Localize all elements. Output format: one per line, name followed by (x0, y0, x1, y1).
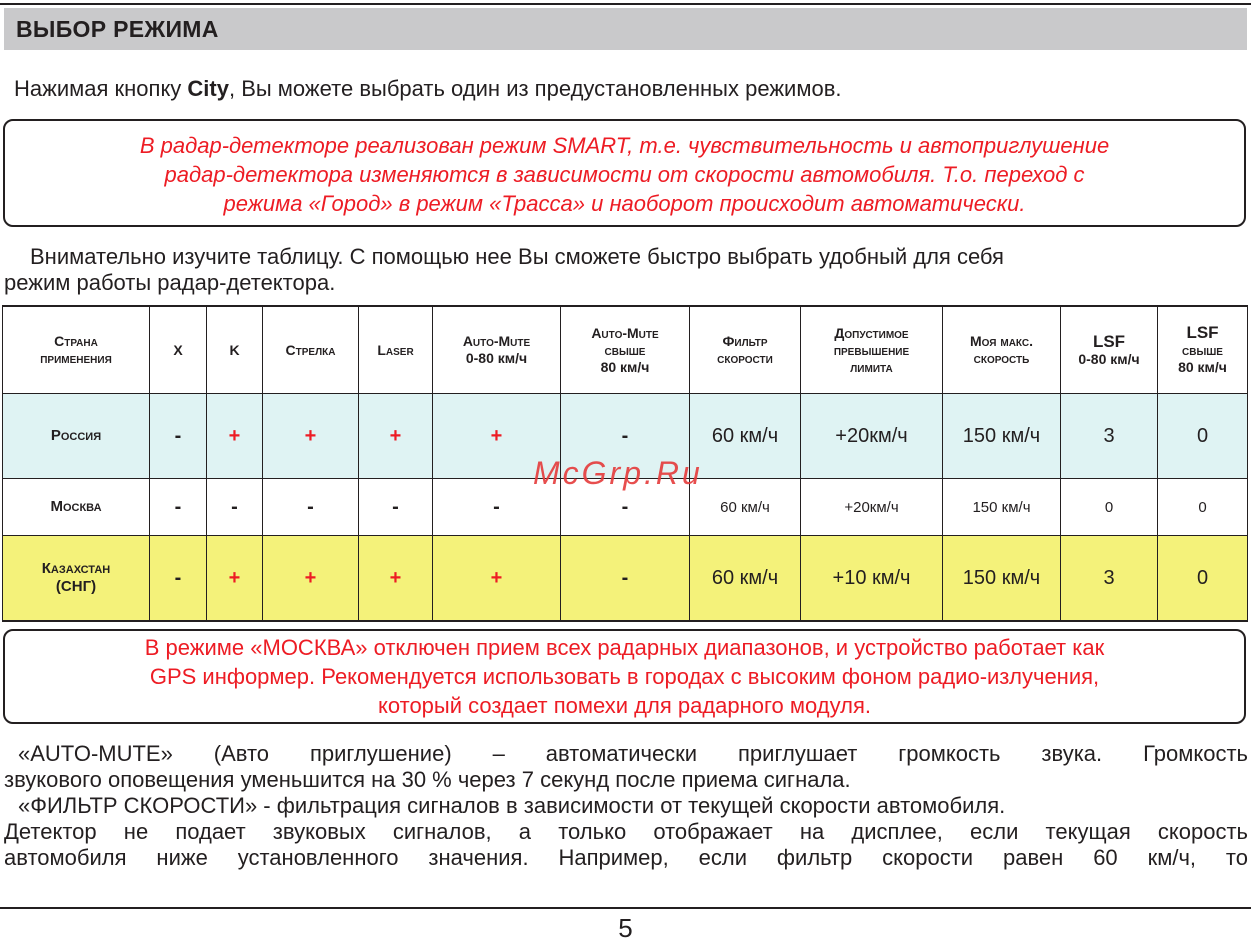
header-max-speed: Моя макс. скорость (943, 306, 1061, 394)
lsf-high-cell: 0 (1158, 479, 1248, 536)
automute-high-cell: - (561, 479, 690, 536)
header-x-band: X (150, 306, 207, 394)
header-speed-filter: Фильтр скорости (690, 306, 801, 394)
header-arrow: Стрелка (263, 306, 359, 394)
paragraph-line: звукового оповещения уменьшится на 30 % через 7 секунд после приема сигнала. (4, 767, 851, 792)
country-cell: Москва (3, 479, 150, 536)
definitions-paragraph (4, 741, 1248, 871)
header-lsf-low: LSF 0-80 км/ч (1061, 306, 1158, 394)
table-intro-paragraph (4, 244, 1248, 296)
lsf-high-cell: 0 (1158, 536, 1248, 622)
header-country: Страна применения (3, 306, 150, 394)
paragraph-line: режим работы радар-детектора. (4, 270, 336, 295)
header-lsf-high: LSF свыше 80 км/ч (1158, 306, 1248, 394)
speed-filter-cell: 60 км/ч (690, 479, 801, 536)
lsf-low-cell: 3 (1061, 536, 1158, 622)
country-cell: Казахстан (СНГ) (3, 536, 150, 622)
x-band-cell: - (150, 536, 207, 622)
header-automute-high: Auto-Mute свыше 80 км/ч (561, 306, 690, 394)
paragraph-line: Внимательно изучите таблицу. С помощью нее Вы сможете быстро выбрать удобный для себя (30, 244, 1004, 269)
notice1-line: режима «Город» в режим «Трасса» и наоборот происходит автоматически. (223, 191, 1026, 216)
notice2-line: GPS информер. Рекомендуется использовать в городах с высоким фоном радио-излучения, (149, 664, 1100, 689)
k-band-cell: - (207, 479, 263, 536)
section-title: ВЫБОР РЕЖИМА (4, 8, 1247, 50)
automute-high-cell: - (561, 394, 690, 479)
k-band-cell: + (207, 536, 263, 622)
arrow-cell: - (263, 479, 359, 536)
arrow-cell: + (263, 536, 359, 622)
page-number: 5 (618, 913, 633, 943)
moscow-mode-notice (3, 629, 1246, 724)
lsf-high-cell: 0 (1158, 394, 1248, 479)
max-speed-cell: 150 км/ч (943, 479, 1061, 536)
x-band-cell: - (150, 479, 207, 536)
watermark: McGrp.Ru (533, 455, 703, 491)
intro-after: , Вы можете выбрать один из предустановленных режимов. (228, 76, 842, 101)
city-button-name: City (187, 76, 229, 101)
paragraph-line: «ФИЛЬТР СКОРОСТИ» - фильтрация сигналов в зависимости от текущей скорости автомобиля. (18, 793, 1006, 818)
speed-filter-cell: 60 км/ч (690, 394, 801, 479)
header-laser: Laser (359, 306, 433, 394)
notice2-line: В режиме «МОСКВА» отключен прием всех радарных диапазонов, и устройство работает как (144, 635, 1105, 660)
x-band-cell: - (150, 394, 207, 479)
automute-low-cell: + (433, 536, 561, 622)
notice1-line: радар-детектора изменяются в зависимости от скорости автомобиля. Т.о. переход с (164, 162, 1085, 187)
k-band-cell: + (207, 394, 263, 479)
automute-high-cell: - (561, 536, 690, 622)
speed-filter-cell: 60 км/ч (690, 536, 801, 622)
automute-low-cell: - (433, 479, 561, 536)
lsf-low-cell: 3 (1061, 394, 1158, 479)
smart-mode-notice (3, 119, 1246, 227)
paragraph-line: «AUTO-MUTE» (Авто приглушение) – автоматически приглушает громкость звука. Громкость (18, 741, 1248, 766)
top-rule (0, 3, 1251, 5)
max-speed-cell: 150 км/ч (943, 394, 1061, 479)
allowed-excess-cell: +10 км/ч (801, 536, 943, 622)
allowed-excess-cell: +20км/ч (801, 479, 943, 536)
paragraph-line: Детектор не подает звуковых сигналов, а только отображает на дисплее, если текущая скорость (4, 819, 1248, 844)
table-header-row (3, 306, 1248, 394)
notice2-line: который создает помехи для радарного модуля. (377, 693, 871, 718)
notice1-line: В радар-детекторе реализован режим SMART, т.е. чувствительность и автоприглушение (139, 133, 1110, 158)
laser-cell: + (359, 394, 433, 479)
header-automute-low: Auto-Mute 0-80 км/ч (433, 306, 561, 394)
table-row-kazakhstan (3, 536, 1248, 622)
bottom-rule (0, 907, 1251, 909)
lsf-low-cell: 0 (1061, 479, 1158, 536)
country-cell: Россия (3, 394, 150, 479)
intro-before: Нажимая кнопку (14, 76, 188, 101)
arrow-cell: + (263, 394, 359, 479)
header-k-band: K (207, 306, 263, 394)
paragraph-line: автомобиля ниже установленного значения. Например, если фильтр скорости равен 60 км/ч, то (4, 845, 1248, 870)
laser-cell: + (359, 536, 433, 622)
max-speed-cell: 150 км/ч (943, 536, 1061, 622)
intro-text (14, 76, 842, 102)
laser-cell: - (359, 479, 433, 536)
automute-low-cell: + (433, 394, 561, 479)
allowed-excess-cell: +20км/ч (801, 394, 943, 479)
header-allowed-excess: Допустимое превышение лимита (801, 306, 943, 394)
